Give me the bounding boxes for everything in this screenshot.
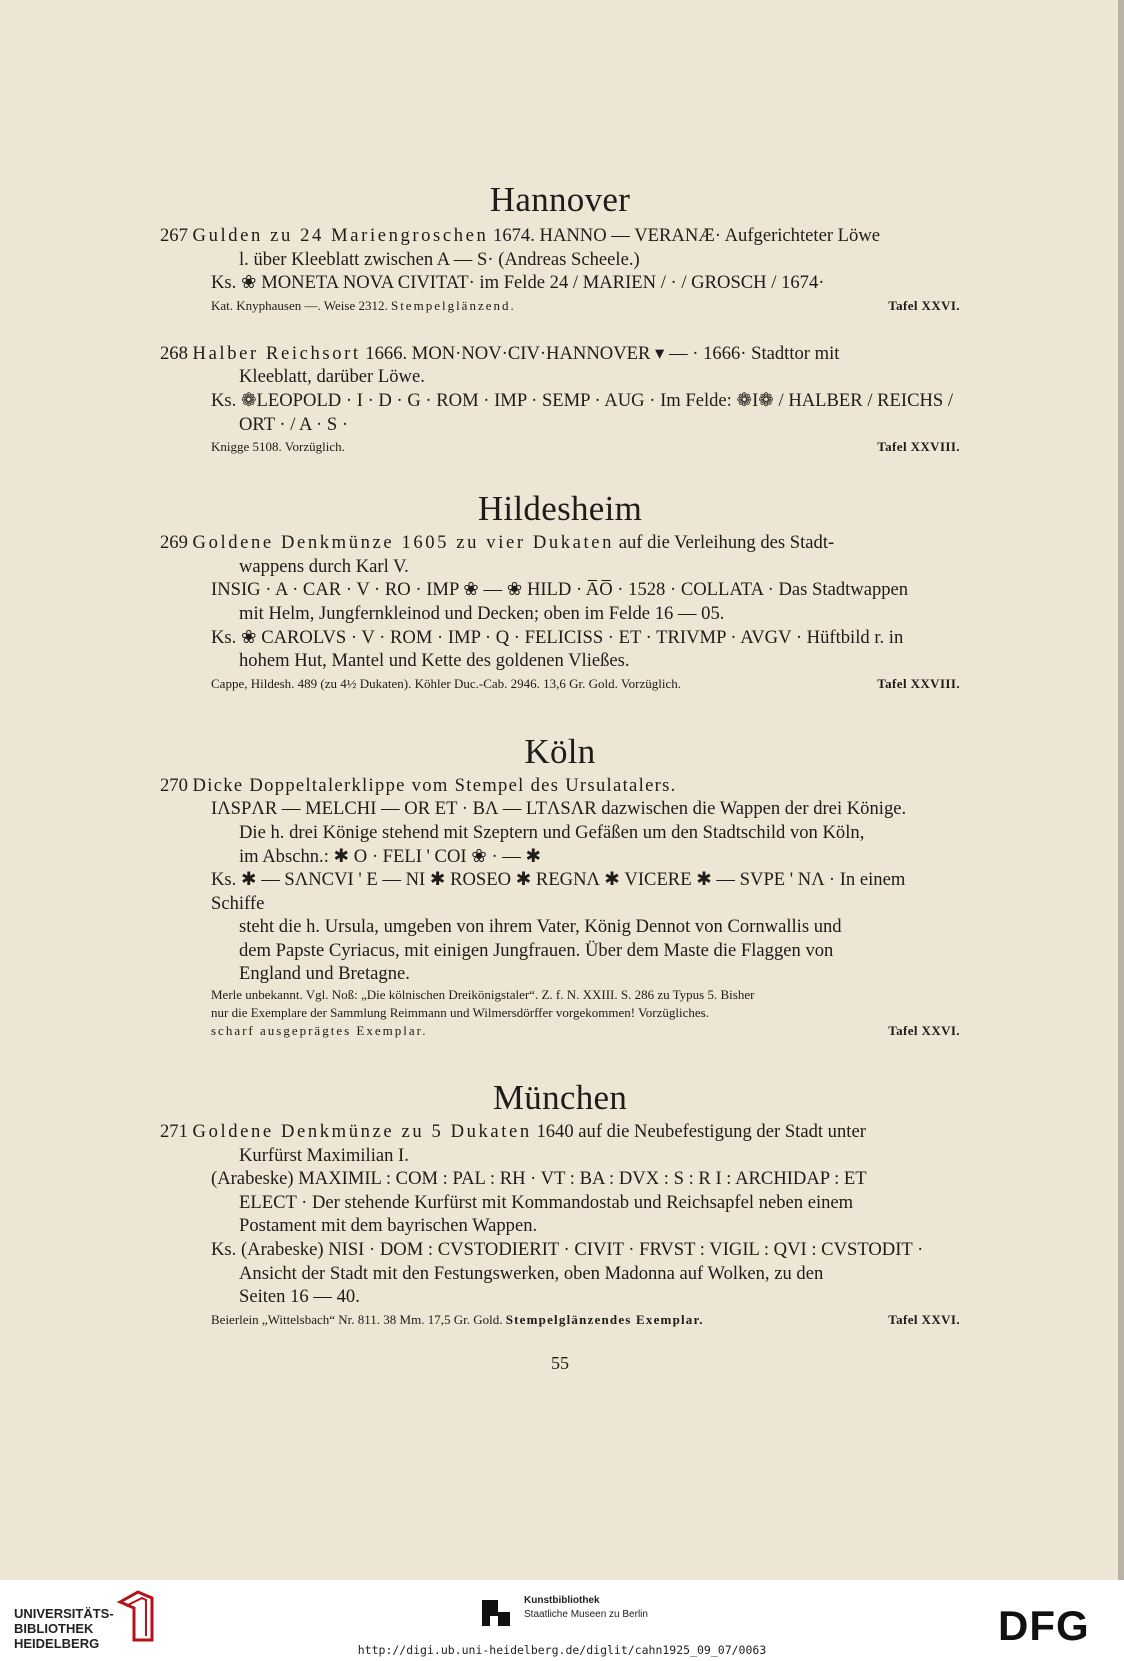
scan-edge [1118,0,1124,1580]
kunstbibliothek-label [524,1594,648,1622]
footer-bar [0,1580,1124,1661]
section-heading-hannover: Hannover [489,180,631,219]
reference-line: Merle unbekannt. Vgl. Noß: „Die kölnischen Dreikönigstaler“. Z. f. N. XXIII. S. 286 zu Typus 5. Bisher [211,987,755,1003]
ub-line-1: UNIVERSITÄTS- [14,1606,114,1621]
obverse-legend: (Arabeske) MAXIMIL : COM : PAL : RH · VT : BA : DVX : S : R I : ARCHIDAP : ET [211,1168,867,1190]
entry-number: 268 [160,342,188,364]
page-number: 55 [551,1352,569,1373]
section-heading-hildesheim: Hildesheim [477,489,643,529]
catalog-entry-269 [160,531,960,694]
section-heading-muenchen: München [492,1078,628,1118]
reverse-legend: Ks. ✱ — SΛNCVI ' E — NI ✱ ROSEO ✱ REGNΛ ✱ VICERE ✱ — SVPE ' NΛ · In einem Schiffe [211,869,906,914]
entry-number: 269 [160,532,188,554]
reference-line: nur die Exemplare der Sammlung Reimmann und Wilmersdörffer vorgekommen! Vorzügliches. [211,1005,709,1021]
ub-heidelberg-emblem-icon[interactable] [116,1588,156,1644]
obverse-legend: IΛSPΛR — MELCHI — OR ET · BΛ — LTΛSΛR dazwischen die Wappen der drei Könige. [211,798,907,820]
obverse-legend: INSIG · A · CAR · V · RO · IMP ❀ — ❀ HILD · A̅O̅ · 1528 · COLLATA · Das Stadtwappen [211,579,909,601]
reference-line [160,1022,960,1040]
obverse-legend-cont: Die h. drei Könige stehend mit Szeptern und Gefäßen um den Stadtschild von Köln, [239,821,865,843]
reverse-legend-cont: hohem Hut, Mantel und Kette des goldenen Vließes. [239,650,630,672]
grade-text: Stempelglänzend. [390,297,516,313]
reverse-legend-cont: steht die h. Ursula, umgeben von ihrem Vater, König Dennot von Cornwallis und [239,916,842,938]
plate-ref: Tafel XXVIII. [877,439,960,455]
entry-desc: auf die Verleihung des Stadt- [614,532,835,554]
ub-line-2: BIBLIOTHEK [14,1621,94,1636]
source-url[interactable]: http://digi.ub.uni-heidelberg.de/diglit/cahn1925_09_07/0063 [357,1643,767,1657]
kb-title: Kunstbibliothek [524,1595,600,1606]
ub-line-3: HEIDELBERG [14,1636,100,1651]
entry-number: 267 [160,225,188,246]
reverse-legend-cont: England und Bretagne. [239,963,410,985]
dfg-logo[interactable]: DFG [998,1602,1090,1649]
reference-text: Cappe, Hildesh. 489 (zu 4½ Dukaten). Köhler Duc.-Cab. 2946. 13,6 Gr. Gold. Vorzüglich. [211,675,681,691]
reference-line [160,436,960,457]
plate-ref: Tafel XXVI. [888,1023,960,1039]
reference-text: Knigge 5108. Vorzüglich. [211,439,345,455]
catalog-entry-267 [160,224,960,316]
entry-title: Goldene Denkmünze zu 5 Dukaten [192,1121,532,1143]
reverse-legend: Ks. ❀ CAROLVS · V · ROM · IMP · Q · FELICISS · ET · TRIVMP · AVGV · Hüftbild r. in [211,626,904,648]
catalog-entry-271 [160,1120,960,1330]
entry-title: Goldene Denkmünze 1605 zu vier Dukaten [192,532,615,554]
reverse-legend-cont: ORT · / A · S · [239,413,349,435]
obverse-legend-cont: mit Helm, Jungfernkleinod und Decken; oben im Felde 16 — 05. [239,602,725,624]
entry-number: 271 [160,1121,188,1143]
entry-desc-cont: Kleeblatt, darüber Löwe. [239,366,425,388]
kunstbibliothek-logo-icon[interactable] [478,1594,514,1630]
page-content [160,178,960,1375]
entry-desc: 1640 auf die Neubefestigung der Stadt unter [531,1121,866,1143]
obverse-legend-cont: Postament mit dem bayrischen Wappen. [239,1215,538,1237]
reverse-legend-cont: dem Papste Cyriacus, mit einigen Jungfrauen. Über dem Maste die Flaggen von [239,939,834,961]
reference-text: Kat. Knyphausen —. Weise 2312. [211,297,388,313]
catalog-entry-270 [160,774,960,1040]
section-heading-koeln: Köln [524,731,596,771]
plate-ref: Tafel XXVI. [888,1311,960,1327]
plate-ref: Tafel XXVIII. [877,675,960,691]
entry-desc: 1666. MON·NOV·CIV·HANNOVER ▾ — · 1666· Stadttor mit [360,342,840,364]
plate-ref: Tafel XXVI. [888,297,960,313]
reverse-legend-cont: Ansicht der Stadt mit den Festungswerken, oben Madonna auf Wolken, zu den [239,1262,824,1284]
reference-line [160,673,960,694]
reverse-legend-cont: Seiten 16 — 40. [239,1286,360,1308]
grade-text: scharf ausgeprägtes Exemplar. [211,1023,428,1039]
reference-line [160,1309,960,1330]
entry-number: 270 [160,774,188,796]
grade-text: Stempelglänzendes Exemplar. [505,1311,704,1327]
reference-text: Beierlein „Wittelsbach“ Nr. 811. 38 Mm. 17,5 Gr. Gold. [211,1311,503,1327]
catalog-entry-268 [160,342,960,457]
obverse-legend-cont: ELECT · Der stehende Kurfürst mit Kommandostab und Reichsapfel neben einem [239,1191,854,1213]
reverse-legend: Ks. ❀ MONETA NOVA CIVITAT· im Felde 24 / MARIEN / · / GROSCH / 1674· [211,272,825,294]
reverse-legend: Ks. ❁LEOPOLD · I · D · G · ROM · IMP · SEMP · AUG · Im Felde: ❁I❁ / HALBER / REICHS / [211,389,954,411]
entry-desc-cont: l. über Kleeblatt zwischen A — S· (Andreas Scheele.) [239,248,640,270]
obverse-legend-cont: im Abschn.: ✱ O · FELI ' COI ❀ · — ✱ [239,845,542,867]
entry-title: Gulden zu 24 Mariengroschen [192,225,489,246]
reverse-legend: Ks. (Arabeske) NISI · DOM : CVSTODIERIT · CIVIT · FRVST : VIGIL : QVI : CVSTODIT · [211,1239,924,1261]
reference-line [160,295,960,316]
entry-desc-cont: wappens durch Karl V. [239,555,409,577]
kb-subtitle: Staatliche Museen zu Berlin [524,1609,648,1620]
entry-desc: 1674. HANNO — VERANÆ· Aufgerichteter Löwe [488,225,880,246]
entry-title: Halber Reichsort [192,342,361,364]
entry-desc-cont: Kurfürst Maximilian I. [239,1144,409,1166]
entry-title: Dicke Doppeltalerklippe vom Stempel des Ursulatalers. [192,774,677,796]
